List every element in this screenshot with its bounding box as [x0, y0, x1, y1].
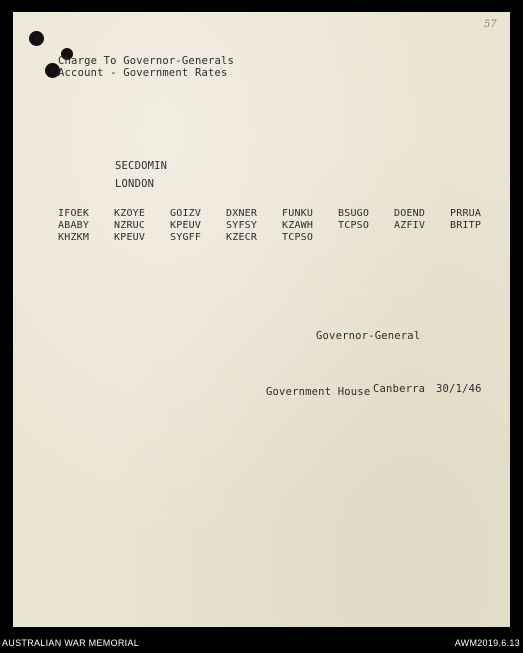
- cipher-group: BSUGO: [338, 208, 370, 219]
- sender-city: Canberra: [373, 383, 426, 395]
- cipher-group: TCPSO: [282, 232, 314, 243]
- address-city: LONDON: [115, 178, 155, 190]
- account-line: Account - Government Rates: [58, 67, 228, 79]
- cipher-group: IFOEK: [58, 208, 90, 219]
- cipher-group: TCPSO: [338, 220, 370, 231]
- sender-place: Government House: [266, 386, 371, 398]
- cipher-group: ABABY: [58, 220, 90, 231]
- address-code: SECDOMIN: [115, 160, 168, 172]
- telegram-sheet: [13, 12, 510, 627]
- accession-number: AWM2019.6.13: [454, 638, 520, 648]
- cipher-group: DOEND: [394, 208, 426, 219]
- punch-hole: [29, 31, 44, 46]
- cipher-group: AZFIV: [394, 220, 426, 231]
- cipher-group: BRITP: [450, 220, 482, 231]
- cipher-group: PRRUA: [450, 208, 482, 219]
- corner-handwritten-mark: 57: [484, 19, 497, 30]
- cipher-row: [58, 220, 506, 232]
- charge-line: Charge To Governor-Generals: [58, 55, 235, 67]
- institution-credit: AUSTRALIAN WAR MEMORIAL: [2, 638, 140, 648]
- cipher-group: KZECR: [226, 232, 258, 243]
- cipher-group: NZRUC: [114, 220, 146, 231]
- cipher-groups: [58, 208, 506, 244]
- cipher-group: SYFSY: [226, 220, 258, 231]
- cipher-group: DXNER: [226, 208, 258, 219]
- cipher-group: KPEUV: [114, 232, 146, 243]
- sender-date: 30/1/46: [436, 383, 482, 395]
- cipher-group: KZOYE: [114, 208, 146, 219]
- signer-title: Governor-General: [316, 330, 421, 342]
- cipher-group: FUNKU: [282, 208, 314, 219]
- cipher-row: [58, 232, 506, 244]
- cipher-row: [58, 208, 506, 220]
- cipher-group: SYGFF: [170, 232, 202, 243]
- cipher-group: KHZKM: [58, 232, 90, 243]
- cipher-group: KZAWH: [282, 220, 314, 231]
- cipher-group: GOIZV: [170, 208, 202, 219]
- cipher-group: KPEUV: [170, 220, 202, 231]
